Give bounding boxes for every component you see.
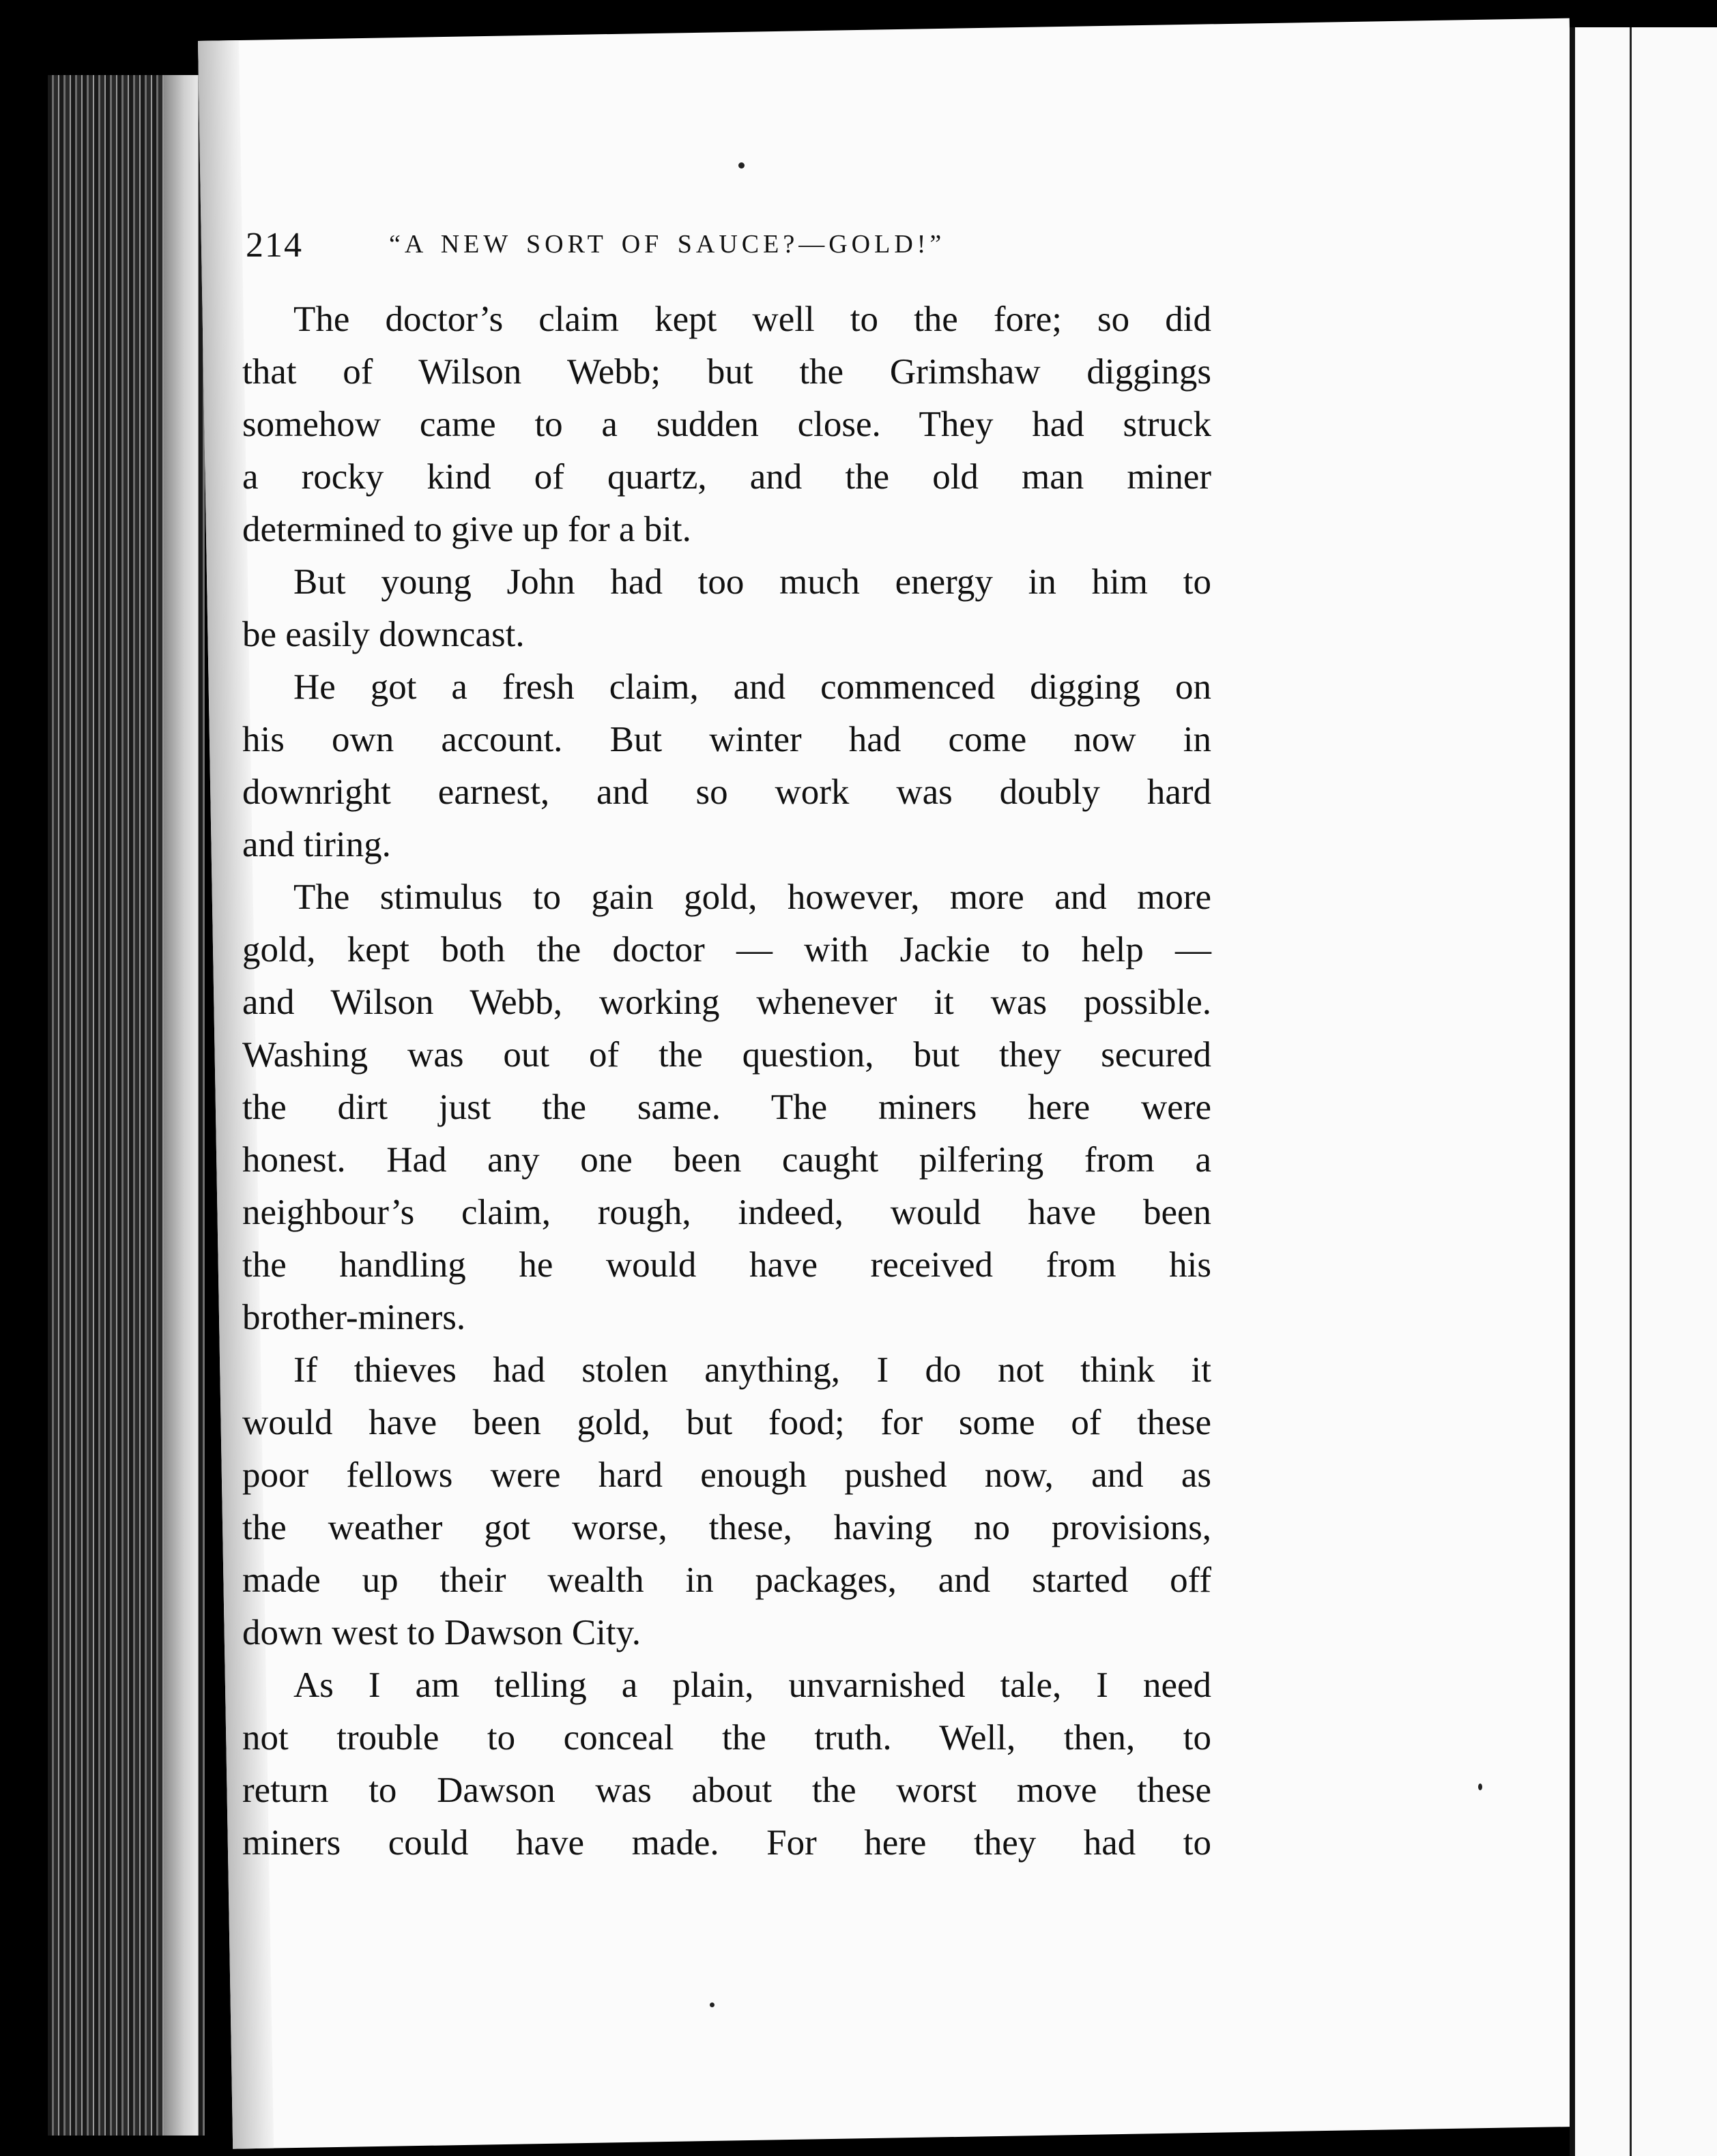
text-line: If thieves had stolen anything, I do not think it: [293, 1350, 1211, 1390]
text-line: determined to give up for a bit.: [242, 510, 691, 549]
text-line: But young John had too much energy in him to: [293, 562, 1211, 602]
text-line: the weather got worse, these, having no provisions,: [242, 1508, 1211, 1547]
text-line: the dirt just the same. The miners here were: [242, 1088, 1211, 1127]
text-line: that of Wilson Webb; but the Grimshaw diggings: [242, 352, 1211, 392]
page-header: [246, 225, 1338, 280]
page-edge-highlight: [164, 75, 198, 2136]
text-line: The stimulus to gain gold, however, more and more: [293, 877, 1211, 917]
text-line: gold, kept both the doctor — with Jackie to help —: [242, 930, 1211, 970]
paragraph-2: [242, 556, 1211, 661]
text-line: miners could have made. For here they had to: [242, 1823, 1211, 1863]
text-line: return to Dawson was about the worst move these: [242, 1771, 1211, 1810]
page-number: 214: [246, 226, 303, 265]
text-line: downright earnest, and so work was doubly hard: [242, 772, 1211, 812]
paragraph-1: [242, 293, 1211, 556]
text-line: Washing was out of the question, but they secured: [242, 1035, 1211, 1075]
text-line: the handling he would have received from his: [242, 1245, 1211, 1285]
text-line: and tiring.: [242, 825, 391, 864]
running-head: “A NEW SORT OF SAUCE?—GOLD!”: [389, 230, 946, 259]
paragraph-5: [242, 1344, 1211, 1659]
text-line: and Wilson Webb, working whenever it was possible.: [242, 982, 1211, 1022]
text-line: neighbour’s claim, rough, indeed, would have been: [242, 1193, 1211, 1232]
ink-speck: [1478, 1783, 1482, 1790]
text-line: honest. Had any one been caught pilfering from a: [242, 1140, 1211, 1180]
text-line: poor fellows were hard enough pushed now, and as: [242, 1455, 1211, 1495]
text-line: be easily downcast.: [242, 615, 525, 654]
text-line: down west to Dawson City.: [242, 1613, 641, 1652]
text-line: As I am telling a plain, unvarnished tale, I need: [293, 1665, 1211, 1705]
text-line: brother-miners.: [242, 1298, 466, 1337]
paragraph-3: [242, 661, 1211, 871]
text-line: a rocky kind of quartz, and the old man miner: [242, 457, 1211, 497]
text-line: not trouble to conceal the truth. Well, then, to: [242, 1718, 1211, 1758]
text-line: would have been gold, but food; for some of these: [242, 1403, 1211, 1442]
text-line: somehow came to a sudden close. They had struck: [242, 405, 1211, 444]
text-line: made up their wealth in packages, and started off: [242, 1560, 1211, 1600]
text-line: his own account. But winter had come now in: [242, 720, 1211, 759]
text-line: He got a fresh claim, and commenced digging on: [293, 667, 1211, 707]
ink-speck: [738, 162, 745, 169]
body-text: [242, 293, 1211, 1869]
paragraph-4: [242, 871, 1211, 1344]
text-line: The doctor’s claim kept well to the fore; so did: [293, 300, 1211, 339]
paragraph-6: [242, 1659, 1211, 1869]
ink-speck: [710, 2002, 715, 2007]
facing-page-edge-line: [1630, 27, 1632, 2156]
facing-page-sliver: [1570, 27, 1717, 2156]
